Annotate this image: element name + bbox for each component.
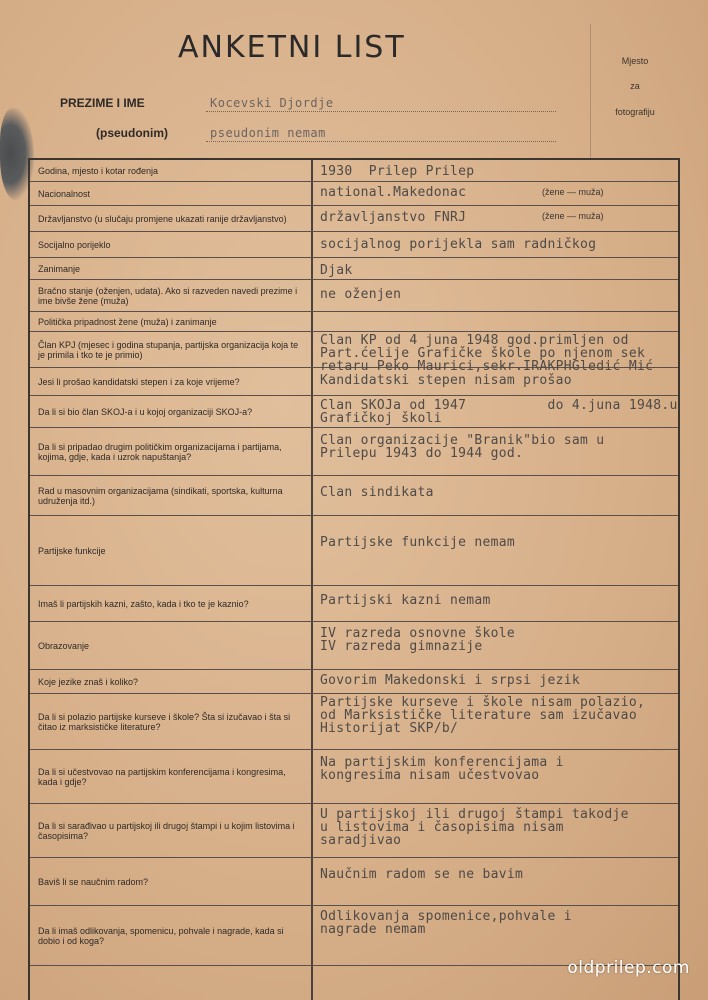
form-row	[30, 906, 678, 966]
document-title: ANKETNI LIST	[178, 30, 406, 65]
answer-field[interactable]: Djak	[320, 263, 353, 278]
form-row	[30, 332, 678, 374]
answer-field[interactable]: Odlikovanja spomenice,pohvale i nagrade nemam	[320, 909, 572, 937]
question-label: Član KPJ (mjesec i godina stupanja, partijska organizacija koja te je primila i tko te je primio)	[38, 340, 299, 360]
question-label: Politička pripadnost žene (muža) i zanimanje	[38, 317, 217, 327]
question-label: Da li si bio član SKOJ-a i u kojoj organizaciji SKOJ-a?	[38, 407, 253, 417]
question-label: Bračno stanje (oženjen, udata). Ako si razveden navedi prezime i ime bivše žene (muža)	[38, 286, 298, 306]
question-label: Partijske funkcije	[38, 546, 106, 556]
question-label: Državljanstvo (u slučaju promjene ukazati ranije državljanstvo)	[38, 214, 287, 224]
answer-field[interactable]: Clan sindikata	[320, 485, 434, 500]
form-row	[30, 182, 678, 206]
answer-field[interactable]: Naučnim radom se ne bavim	[320, 867, 524, 882]
form-row	[30, 232, 678, 258]
answer-field[interactable]: Kandidatski stepen nisam prošao	[320, 373, 572, 388]
question-label: Rad u masovnim organizacijama (sindikati, sportska, kulturna udruženja itd.)	[38, 486, 283, 506]
question-label: Baviš li se naučnim radom?	[38, 877, 149, 887]
question-label: Nacionalnost	[38, 189, 91, 199]
answer-field[interactable]: Partijske kurseve i škole nisam polazio, od Marksističke literature sam izučavao Historijat SKP/b/	[320, 695, 646, 736]
form-row	[30, 804, 678, 858]
answer-field[interactable]: državljanstvo FNRJ	[320, 210, 467, 225]
question-label: Imaš li partijskih kazni, zašto, kada i tko te je kaznio?	[38, 599, 249, 609]
watermark: oldprilep.com	[567, 958, 690, 978]
surname-field[interactable]: Kocevski Djordje	[206, 96, 556, 112]
form-row	[30, 670, 678, 694]
question-label: Godina, mjesto i kotar rođenja	[38, 166, 159, 176]
answer-field[interactable]: Na partijskim konferencijama i kongresima nisam učestvovao	[320, 755, 564, 783]
question-label: Da li si sarađivao u partijskoj ili drugoj štampi i u kojim listovima i časopisima?	[38, 821, 295, 841]
question-label: Socijalno porijeklo	[38, 240, 111, 250]
photo-label-line3: fotografiju	[615, 107, 655, 117]
answer-field[interactable]: Clan organizacije "Branik"bio sam u Prilepu 1943 do 1944 god.	[320, 433, 605, 461]
question-label: Da li si učestvovao na partijskim konferencijama i kongresima, kada i gdje?	[38, 767, 286, 787]
answer-field[interactable]: IV razreda osnovne škole IV razreda gimnazije	[320, 626, 516, 654]
gender-note: (žene — muža)	[542, 211, 604, 221]
form-row	[30, 750, 678, 804]
form-row	[30, 622, 678, 670]
form-row	[30, 396, 678, 428]
question-label: Da li imaš odlikovanja, spomenicu, pohvale i nagrade, kada si dobio i od koga?	[38, 926, 284, 946]
photo-placeholder	[590, 24, 678, 160]
photo-label-line1: Mjesto	[621, 56, 649, 66]
form-row	[30, 428, 678, 476]
question-label: Da li si polazio partijske kurseve i škole? Šta si izučavao i šta si čitao iz marksističke literature?	[38, 712, 291, 732]
answer-field[interactable]: Clan KP od 4 juna 1948 god.primljen od Part.ćelije Grafičke škole po njenom sek retaru Peko Maurici,sekr.IRAKPHGledić Mić	[320, 333, 654, 374]
answer-field[interactable]: national.Makedonac	[320, 185, 467, 200]
form-row	[30, 160, 678, 182]
answer-field[interactable]: ne oženjen	[320, 287, 402, 302]
form-row	[30, 280, 678, 312]
answer-field[interactable]: U partijskoj ili drugoj štampi takodje u listovima i časopisima nisam saradjivao	[320, 807, 629, 848]
form-row	[30, 694, 678, 750]
question-label: Obrazovanje	[38, 641, 90, 651]
surname-label: PREZIME I IME	[60, 96, 145, 110]
answer-field[interactable]: Clan SKOJa od 1947 do 4.juna 1948.u Grafičkoj školi	[320, 398, 678, 426]
form-row	[30, 258, 678, 280]
answer-field[interactable]: socijalnog porijekla sam radničkog	[320, 237, 597, 252]
question-label: Da li si pripadao drugim političkim organizacijama i partijama, kojima, gdje, kada i uzrok napuštanja?	[38, 442, 282, 462]
form-row	[30, 312, 678, 332]
pseudonym-label: (pseudonim)	[96, 126, 168, 140]
question-label: Jesi li prošao kandidatski stepen i za koje vrijeme?	[38, 377, 240, 387]
answer-field[interactable]: 1930 Prilep Prilep	[320, 164, 475, 179]
form-row	[30, 858, 678, 906]
question-label: Zanimanje	[38, 264, 81, 274]
form-row	[30, 586, 678, 622]
form-row	[30, 476, 678, 516]
form-row	[30, 516, 678, 586]
form-row	[30, 368, 678, 396]
pseudonym-field[interactable]: pseudonim nemam	[206, 126, 556, 142]
questionnaire-table	[28, 158, 680, 1000]
gender-note: (žene — muža)	[542, 187, 604, 197]
answer-field[interactable]: Partijski kazni nemam	[320, 593, 491, 608]
photo-label-line2: za	[630, 81, 640, 91]
question-label: Koje jezike znaš i koliko?	[38, 677, 139, 687]
answer-field[interactable]: Govorim Makedonski i srpsi jezik	[320, 673, 581, 688]
form-row	[30, 206, 678, 232]
answer-field[interactable]: Partijske funkcije nemam	[320, 535, 516, 550]
